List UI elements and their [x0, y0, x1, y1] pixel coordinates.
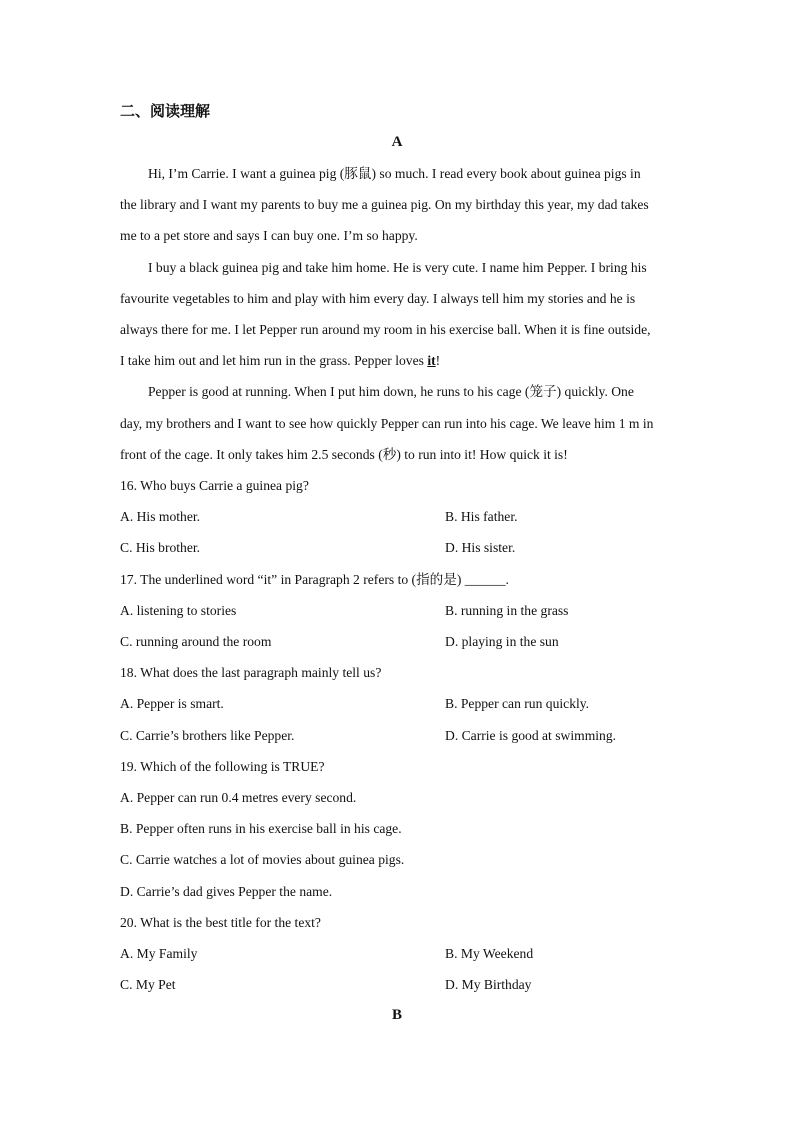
paragraph-3-line-2: day, my brothers and I want to see how quickly Pepper can run into his cage. We leave him 1 m in	[120, 416, 654, 431]
question-18-stem: 18. What does the last paragraph mainly tell us?	[120, 665, 382, 680]
question-18-option-c: C. Carrie’s brothers like Pepper.	[120, 728, 295, 743]
question-17-option-a: A. listening to stories	[120, 603, 237, 618]
paragraph-1-line-1: Hi, I’m Carrie. I want a guinea pig (豚鼠) so much. I read every book about guinea pigs in	[148, 166, 641, 181]
paragraph-1-line-2: the library and I want my parents to buy me a guinea pig. On my birthday this year, my dad takes	[120, 197, 649, 212]
paragraph-2-line-4-text: I take him out and let him run in the grass. Pepper loves	[120, 353, 428, 368]
question-16-option-c: C. His brother.	[120, 540, 201, 555]
question-19-option-a: A. Pepper can run 0.4 metres every second.	[120, 790, 357, 805]
question-16-option-b: B. His father.	[445, 509, 518, 524]
paragraph-2-line-3: always there for me. I let Pepper run around my room in his exercise ball. When it is fine outside,	[120, 322, 651, 337]
paragraph-2-line-2: favourite vegetables to him and play with him every day. I always tell him my stories and he is	[120, 291, 636, 306]
question-17-option-b: B. running in the grass	[445, 603, 569, 618]
question-19-option-c: C. Carrie watches a lot of movies about guinea pigs.	[120, 852, 405, 867]
question-20-option-a: A. My Family	[120, 946, 198, 961]
question-17-option-c: C. running around the room	[120, 634, 272, 649]
question-17-option-d: D. playing in the sun	[445, 634, 559, 649]
question-16-stem: 16. Who buys Carrie a guinea pig?	[120, 478, 309, 493]
underlined-word-it: it	[427, 353, 436, 368]
question-16-option-a: A. His mother.	[120, 509, 201, 524]
paragraph-3-line-3: front of the cage. It only takes him 2.5 seconds (秒) to run into it! How quick it is!	[120, 447, 568, 462]
question-18-option-a: A. Pepper is smart.	[120, 696, 224, 711]
question-19-option-b: B. Pepper often runs in his exercise ball in his cage.	[120, 821, 402, 836]
question-20-option-c: C. My Pet	[120, 977, 176, 992]
section-heading: 二、阅读理解	[120, 102, 211, 120]
question-20-option-b: B. My Weekend	[445, 946, 534, 961]
question-20-stem: 20. What is the best title for the text?	[120, 915, 321, 930]
paragraph-2-line-1: I buy a black guinea pig and take him home. He is very cute. I name him Pepper. I bring his	[148, 260, 647, 275]
paragraph-2-line-4	[120, 351, 680, 371]
question-19-option-d: D. Carrie’s dad gives Pepper the name.	[120, 884, 333, 899]
question-18-option-d: D. Carrie is good at swimming.	[445, 728, 617, 743]
passage-b-label: B	[391, 1007, 402, 1023]
paragraph-3-line-1: Pepper is good at running. When I put him down, he runs to his cage (笼子) quickly. One	[148, 384, 634, 399]
question-20-option-d: D. My Birthday	[445, 977, 532, 992]
question-19-stem: 19. Which of the following is TRUE?	[120, 759, 325, 774]
question-17-stem: 17. The underlined word “it” in Paragraph 2 refers to (指的是) ______.	[120, 572, 509, 587]
paragraph-1-line-3: me to a pet store and says I can buy one. I’m so happy.	[120, 228, 418, 243]
question-16-option-d: D. His sister.	[445, 540, 516, 555]
paragraph-2-line-4-end: !	[435, 353, 441, 368]
question-18-option-b: B. Pepper can run quickly.	[445, 696, 590, 711]
passage-a-label: A	[391, 134, 403, 150]
